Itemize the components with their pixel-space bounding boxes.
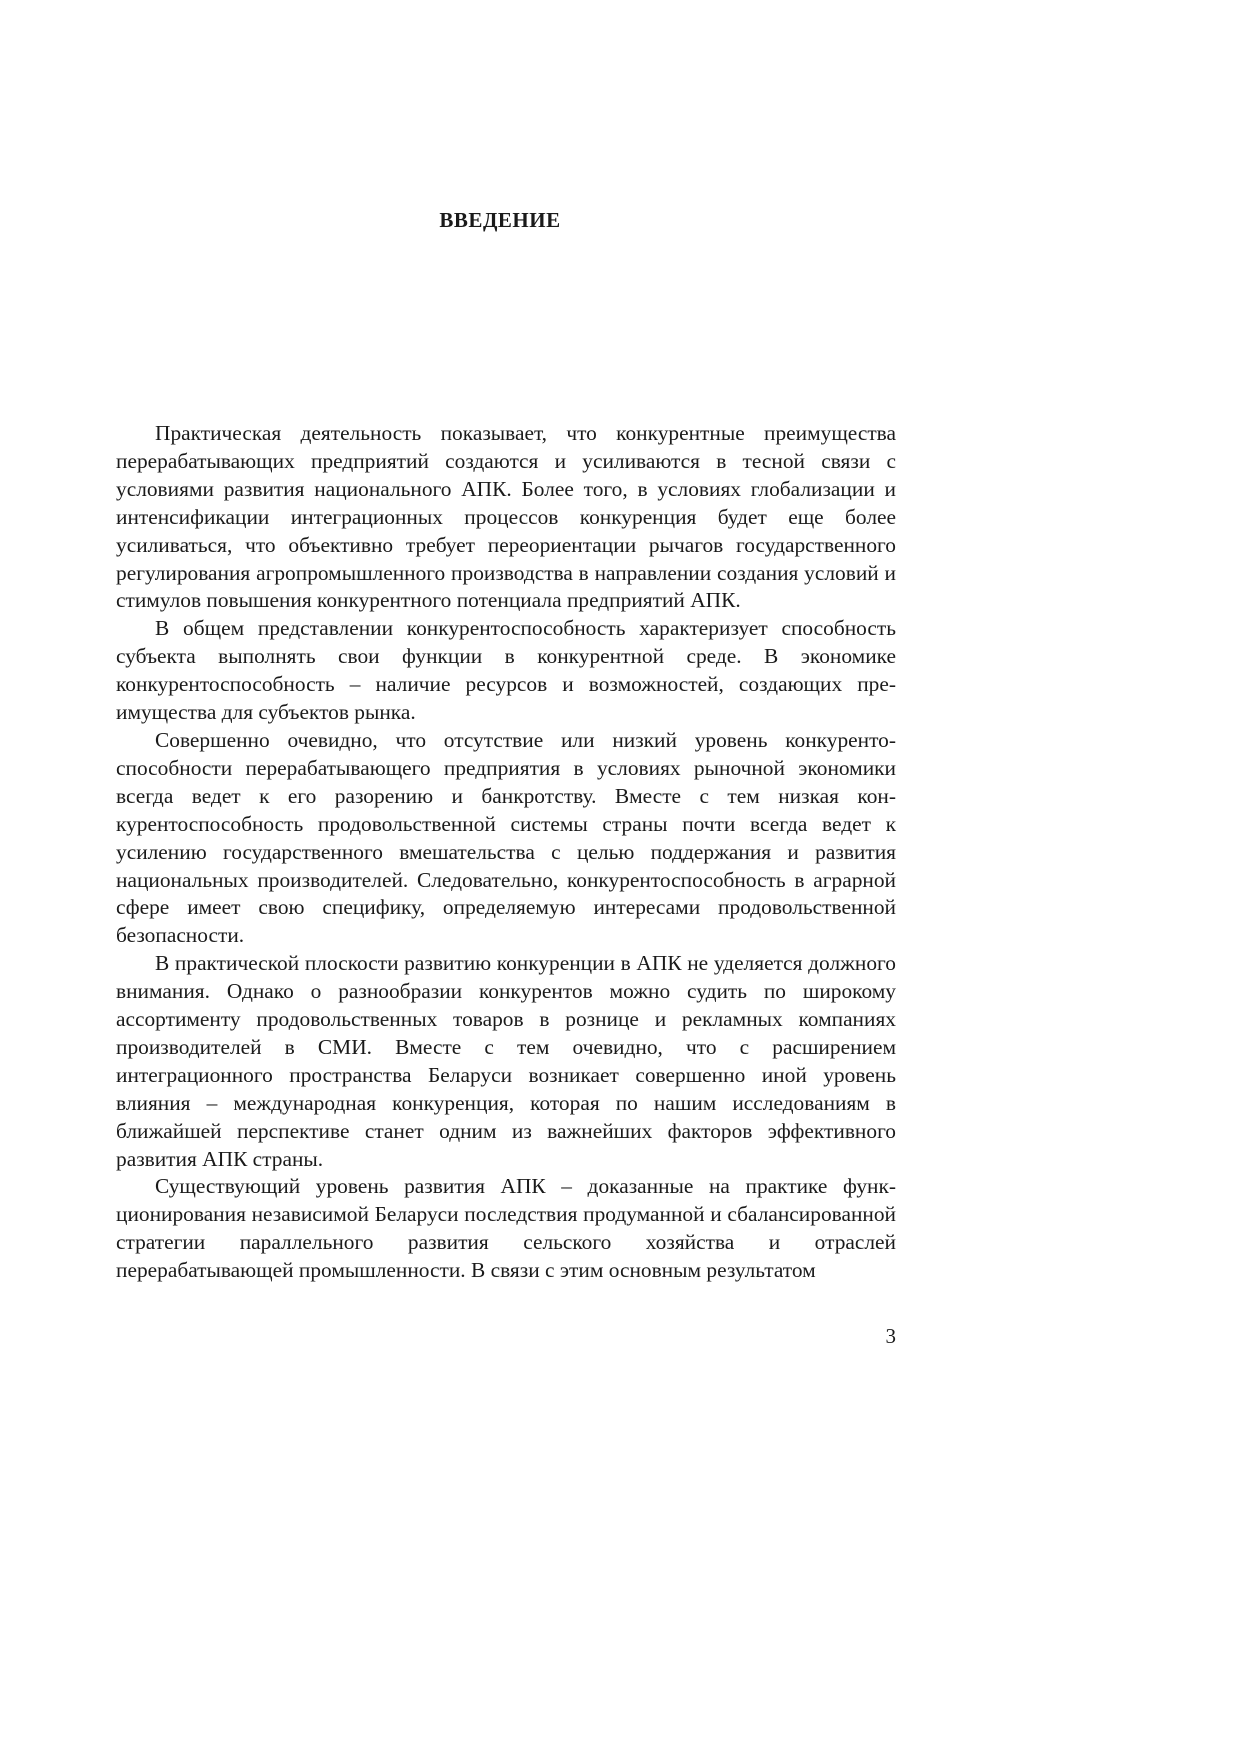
paragraph-3: Совершенно очевидно, что отсутствие или низкий уровень конкурентоспособности перерабатывающего предприятия в условиях рыночной экономики всегда ведет к его разорению и банкротству. Вместе с тем низкая конкурентоспособность продовольственной системы страны почти всегда ведет к усилению государственного вмешательства с целью поддержания и развития национальных производителей. Следовательно, конкурентоспособность в аграрной сфере имеет свою специфику, определяемую интересами продовольственной безопасности.: [116, 727, 896, 948]
paragraph-1: Практическая деятельность показывает, что конкурентные преимущества перерабатывающих предприятий создаются и усиливаются в тесной связи с условиями развития национального АПК. Более того, в условиях глобализации и интенсификации интеграционных процессов конкуренция будет еще более усиливаться, что объективно требует переориентации рычагов государственного регулирования агропромышленного производства в направлении создания условий и стимулов повышения конкурентного потенциала предприятий АПК.: [116, 421, 896, 613]
section-heading: ВВЕДЕНИЕ: [439, 208, 561, 232]
paragraph-5: Существующий уровень развития АПК – доказанные на практике функционирования независимой Беларуси последствия продуманной и сбалансированной стратегии параллельного развития сельского хозяйства и отраслей перерабатывающей промышленности. В связи с этим основным результатом: [116, 1174, 896, 1283]
body-text: [116, 420, 896, 1285]
paragraph-2: В общем представлении конкурентоспособность характеризует способность субъекта выполнять свои функции в конкурентной среде. В экономике конкурентоспособность – наличие ресурсов и возможностей, создающих преимущества для субъектов рынка.: [116, 616, 896, 725]
page-number: 3: [885, 1324, 896, 1348]
paragraph-4: В практической плоскости развитию конкуренции в АПК не уделяется должного внимания. Однако о разнообразии конкурентов можно судить по широкому ассортименту продовольственных товаров в рознице и рекламных компаниях производителей в СМИ. Вместе с тем очевидно, что с расширением интеграционного пространства Беларуси возникает совершенно иной уровень влияния – международная конкуренция, которая по нашим исследованиям в ближайшей перспективе станет одним из важнейших факторов эффективного развития АПК страны.: [116, 951, 896, 1171]
